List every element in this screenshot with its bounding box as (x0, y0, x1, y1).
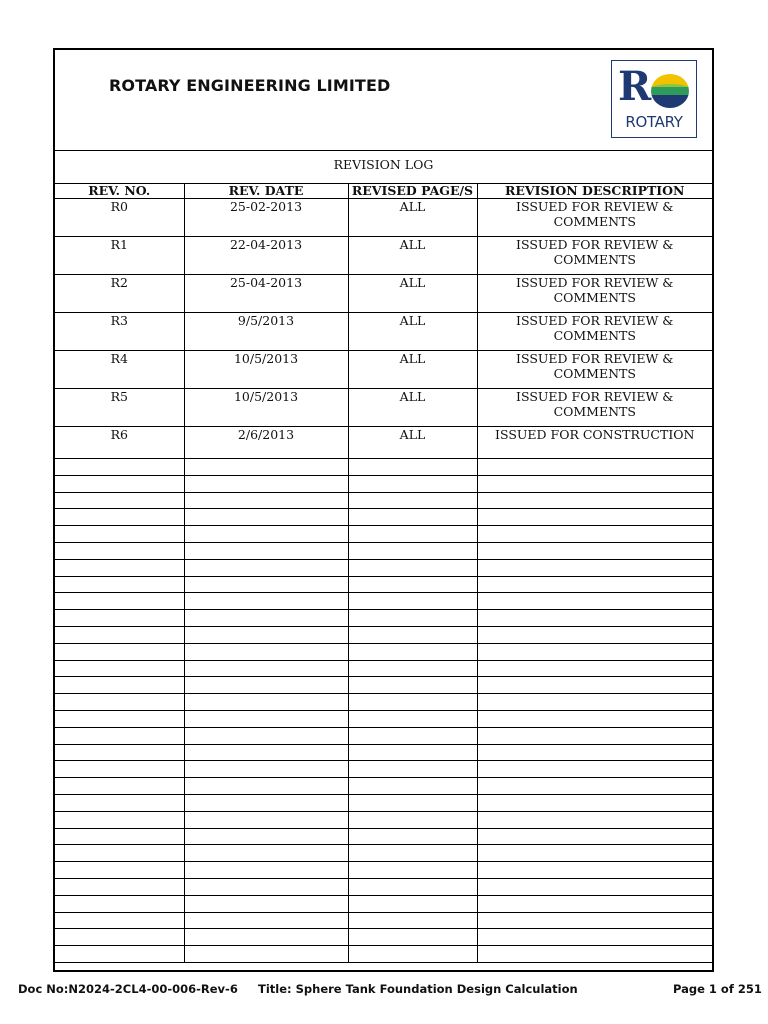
empty-cell (477, 526, 712, 543)
empty-table-row (55, 946, 712, 963)
empty-table-row (55, 475, 712, 492)
empty-cell (348, 811, 477, 828)
rev-date-cell: 10/5/2013 (184, 351, 348, 389)
empty-cell (477, 677, 712, 694)
empty-cell (55, 946, 184, 963)
empty-cell (184, 542, 348, 559)
empty-cell (348, 727, 477, 744)
empty-cell (55, 710, 184, 727)
empty-cell (184, 459, 348, 476)
footer-title: Title: Sphere Tank Foundation Design Calculation (258, 982, 578, 996)
table-row (55, 237, 712, 275)
empty-cell (348, 878, 477, 895)
empty-cell (348, 895, 477, 912)
rev-no-cell: R6 (55, 427, 184, 459)
empty-cell (348, 828, 477, 845)
empty-cell (348, 559, 477, 576)
empty-cell (184, 744, 348, 761)
table-row (55, 351, 712, 389)
logo-globe-icon (650, 73, 690, 109)
empty-cell (184, 559, 348, 576)
empty-cell (477, 710, 712, 727)
rev-date-cell: 2/6/2013 (184, 427, 348, 459)
empty-cell (348, 794, 477, 811)
revision-description-cell: ISSUED FOR REVIEW & COMMENTS (477, 237, 712, 275)
empty-cell (55, 694, 184, 711)
empty-cell (477, 459, 712, 476)
empty-cell (477, 593, 712, 610)
empty-cell (477, 660, 712, 677)
empty-cell (55, 677, 184, 694)
empty-table-row (55, 526, 712, 543)
company-name: ROTARY ENGINEERING LIMITED (109, 76, 391, 95)
empty-cell (55, 576, 184, 593)
revision-table (55, 183, 712, 963)
revision-description-cell: ISSUED FOR REVIEW & COMMENTS (477, 313, 712, 351)
revised-pages-cell: ALL (348, 199, 477, 237)
empty-cell (477, 542, 712, 559)
empty-cell (184, 660, 348, 677)
column-header-revised-pages: REVISED PAGE/S (348, 183, 477, 199)
empty-cell (55, 895, 184, 912)
empty-cell (477, 744, 712, 761)
empty-table-row (55, 492, 712, 509)
empty-cell (477, 912, 712, 929)
document-frame (53, 48, 714, 972)
empty-cell (55, 475, 184, 492)
logo-letter: R (618, 63, 652, 110)
table-row (55, 275, 712, 313)
empty-table-row (55, 610, 712, 627)
empty-cell (55, 509, 184, 526)
empty-cell (348, 710, 477, 727)
empty-table-row (55, 694, 712, 711)
empty-cell (55, 593, 184, 610)
rev-no-cell: R2 (55, 275, 184, 313)
empty-cell (55, 559, 184, 576)
revision-description-cell: ISSUED FOR CONSTRUCTION (477, 427, 712, 459)
empty-cell (55, 912, 184, 929)
empty-cell (184, 710, 348, 727)
empty-cell (477, 727, 712, 744)
empty-table-row (55, 761, 712, 778)
empty-table-row (55, 710, 712, 727)
table-row (55, 427, 712, 459)
empty-cell (184, 794, 348, 811)
empty-table-row (55, 626, 712, 643)
empty-cell (477, 778, 712, 795)
empty-cell (184, 878, 348, 895)
empty-cell (184, 811, 348, 828)
empty-cell (55, 878, 184, 895)
rev-date-cell: 22-04-2013 (184, 237, 348, 275)
document-header (55, 50, 712, 151)
empty-cell (348, 677, 477, 694)
rev-date-cell: 10/5/2013 (184, 389, 348, 427)
empty-table-row (55, 744, 712, 761)
empty-cell (348, 862, 477, 879)
empty-table-row (55, 878, 712, 895)
rev-date-cell: 25-02-2013 (184, 199, 348, 237)
empty-cell (55, 459, 184, 476)
empty-cell (348, 643, 477, 660)
empty-cell (184, 492, 348, 509)
empty-cell (184, 912, 348, 929)
empty-cell (55, 794, 184, 811)
empty-cell (184, 845, 348, 862)
empty-cell (184, 929, 348, 946)
empty-cell (184, 475, 348, 492)
rev-date-cell: 9/5/2013 (184, 313, 348, 351)
empty-cell (348, 626, 477, 643)
column-header-revision-description: REVISION DESCRIPTION (477, 183, 712, 199)
empty-cell (184, 778, 348, 795)
empty-cell (477, 626, 712, 643)
empty-table-row (55, 660, 712, 677)
empty-cell (477, 694, 712, 711)
empty-table-row (55, 677, 712, 694)
empty-table-row (55, 912, 712, 929)
empty-table-row (55, 727, 712, 744)
empty-cell (55, 929, 184, 946)
empty-cell (477, 828, 712, 845)
rev-no-cell: R1 (55, 237, 184, 275)
rev-no-cell: R5 (55, 389, 184, 427)
empty-cell (184, 526, 348, 543)
empty-cell (348, 509, 477, 526)
empty-cell (184, 643, 348, 660)
footer-page-number: Page 1 of 251 (673, 982, 762, 996)
empty-cell (184, 828, 348, 845)
empty-cell (55, 862, 184, 879)
empty-table-row (55, 794, 712, 811)
empty-table-row (55, 828, 712, 845)
empty-cell (348, 610, 477, 627)
rotary-logo (611, 60, 697, 138)
empty-table-row (55, 593, 712, 610)
empty-cell (348, 542, 477, 559)
empty-cell (348, 694, 477, 711)
column-header-rev-date: REV. DATE (184, 183, 348, 199)
rev-date-cell: 25-04-2013 (184, 275, 348, 313)
empty-cell (477, 862, 712, 879)
empty-cell (184, 626, 348, 643)
empty-cell (348, 576, 477, 593)
logo-wordmark: ROTARY (625, 113, 683, 131)
empty-table-row (55, 576, 712, 593)
empty-cell (184, 576, 348, 593)
empty-cell (55, 526, 184, 543)
empty-cell (348, 593, 477, 610)
empty-cell (477, 576, 712, 593)
empty-cell (348, 526, 477, 543)
empty-cell (348, 946, 477, 963)
empty-cell (477, 761, 712, 778)
empty-cell (348, 845, 477, 862)
empty-cell (348, 660, 477, 677)
revision-description-cell: ISSUED FOR REVIEW & COMMENTS (477, 199, 712, 237)
empty-cell (55, 542, 184, 559)
empty-cell (55, 761, 184, 778)
empty-cell (55, 727, 184, 744)
revision-description-cell: ISSUED FOR REVIEW & COMMENTS (477, 351, 712, 389)
revised-pages-cell: ALL (348, 313, 477, 351)
empty-cell (477, 845, 712, 862)
empty-cell (55, 610, 184, 627)
empty-cell (55, 778, 184, 795)
empty-cell (348, 492, 477, 509)
empty-cell (55, 744, 184, 761)
revised-pages-cell: ALL (348, 237, 477, 275)
empty-table-row (55, 845, 712, 862)
empty-cell (477, 559, 712, 576)
revised-pages-cell: ALL (348, 389, 477, 427)
empty-table-row (55, 509, 712, 526)
empty-cell (477, 929, 712, 946)
empty-cell (184, 509, 348, 526)
empty-cell (348, 459, 477, 476)
revision-description-cell: ISSUED FOR REVIEW & COMMENTS (477, 275, 712, 313)
revised-pages-cell: ALL (348, 351, 477, 389)
table-row (55, 199, 712, 237)
empty-cell (348, 475, 477, 492)
empty-cell (348, 761, 477, 778)
revised-pages-cell: ALL (348, 427, 477, 459)
empty-cell (55, 626, 184, 643)
empty-table-row (55, 542, 712, 559)
empty-cell (55, 811, 184, 828)
empty-cell (348, 929, 477, 946)
empty-cell (55, 845, 184, 862)
empty-cell (477, 895, 712, 912)
empty-cell (477, 643, 712, 660)
empty-cell (477, 492, 712, 509)
empty-cell (477, 811, 712, 828)
empty-cell (477, 475, 712, 492)
empty-table-row (55, 778, 712, 795)
empty-cell (55, 828, 184, 845)
empty-cell (477, 610, 712, 627)
table-header-row (55, 183, 712, 199)
empty-cell (55, 643, 184, 660)
empty-table-row (55, 643, 712, 660)
empty-cell (477, 509, 712, 526)
empty-cell (184, 761, 348, 778)
empty-table-row (55, 459, 712, 476)
empty-cell (184, 895, 348, 912)
empty-table-row (55, 811, 712, 828)
empty-cell (184, 610, 348, 627)
revision-description-cell: ISSUED FOR REVIEW & COMMENTS (477, 389, 712, 427)
empty-cell (184, 946, 348, 963)
table-row (55, 389, 712, 427)
empty-cell (184, 593, 348, 610)
rev-no-cell: R0 (55, 199, 184, 237)
empty-cell (184, 694, 348, 711)
empty-cell (477, 946, 712, 963)
empty-table-row (55, 895, 712, 912)
empty-cell (184, 677, 348, 694)
empty-cell (348, 744, 477, 761)
rev-no-cell: R3 (55, 313, 184, 351)
empty-table-row (55, 862, 712, 879)
empty-cell (184, 727, 348, 744)
table-row (55, 313, 712, 351)
empty-table-row (55, 559, 712, 576)
rev-no-cell: R4 (55, 351, 184, 389)
empty-cell (348, 778, 477, 795)
revision-log-title: REVISION LOG (55, 150, 712, 184)
empty-cell (55, 660, 184, 677)
empty-cell (55, 492, 184, 509)
empty-table-row (55, 929, 712, 946)
empty-cell (184, 862, 348, 879)
empty-cell (477, 794, 712, 811)
column-header-rev-no: REV. NO. (55, 183, 184, 199)
revised-pages-cell: ALL (348, 275, 477, 313)
footer-doc-no: Doc No:N2024-2CL4-00-006-Rev-6 (18, 982, 238, 996)
empty-cell (348, 912, 477, 929)
empty-cell (477, 878, 712, 895)
